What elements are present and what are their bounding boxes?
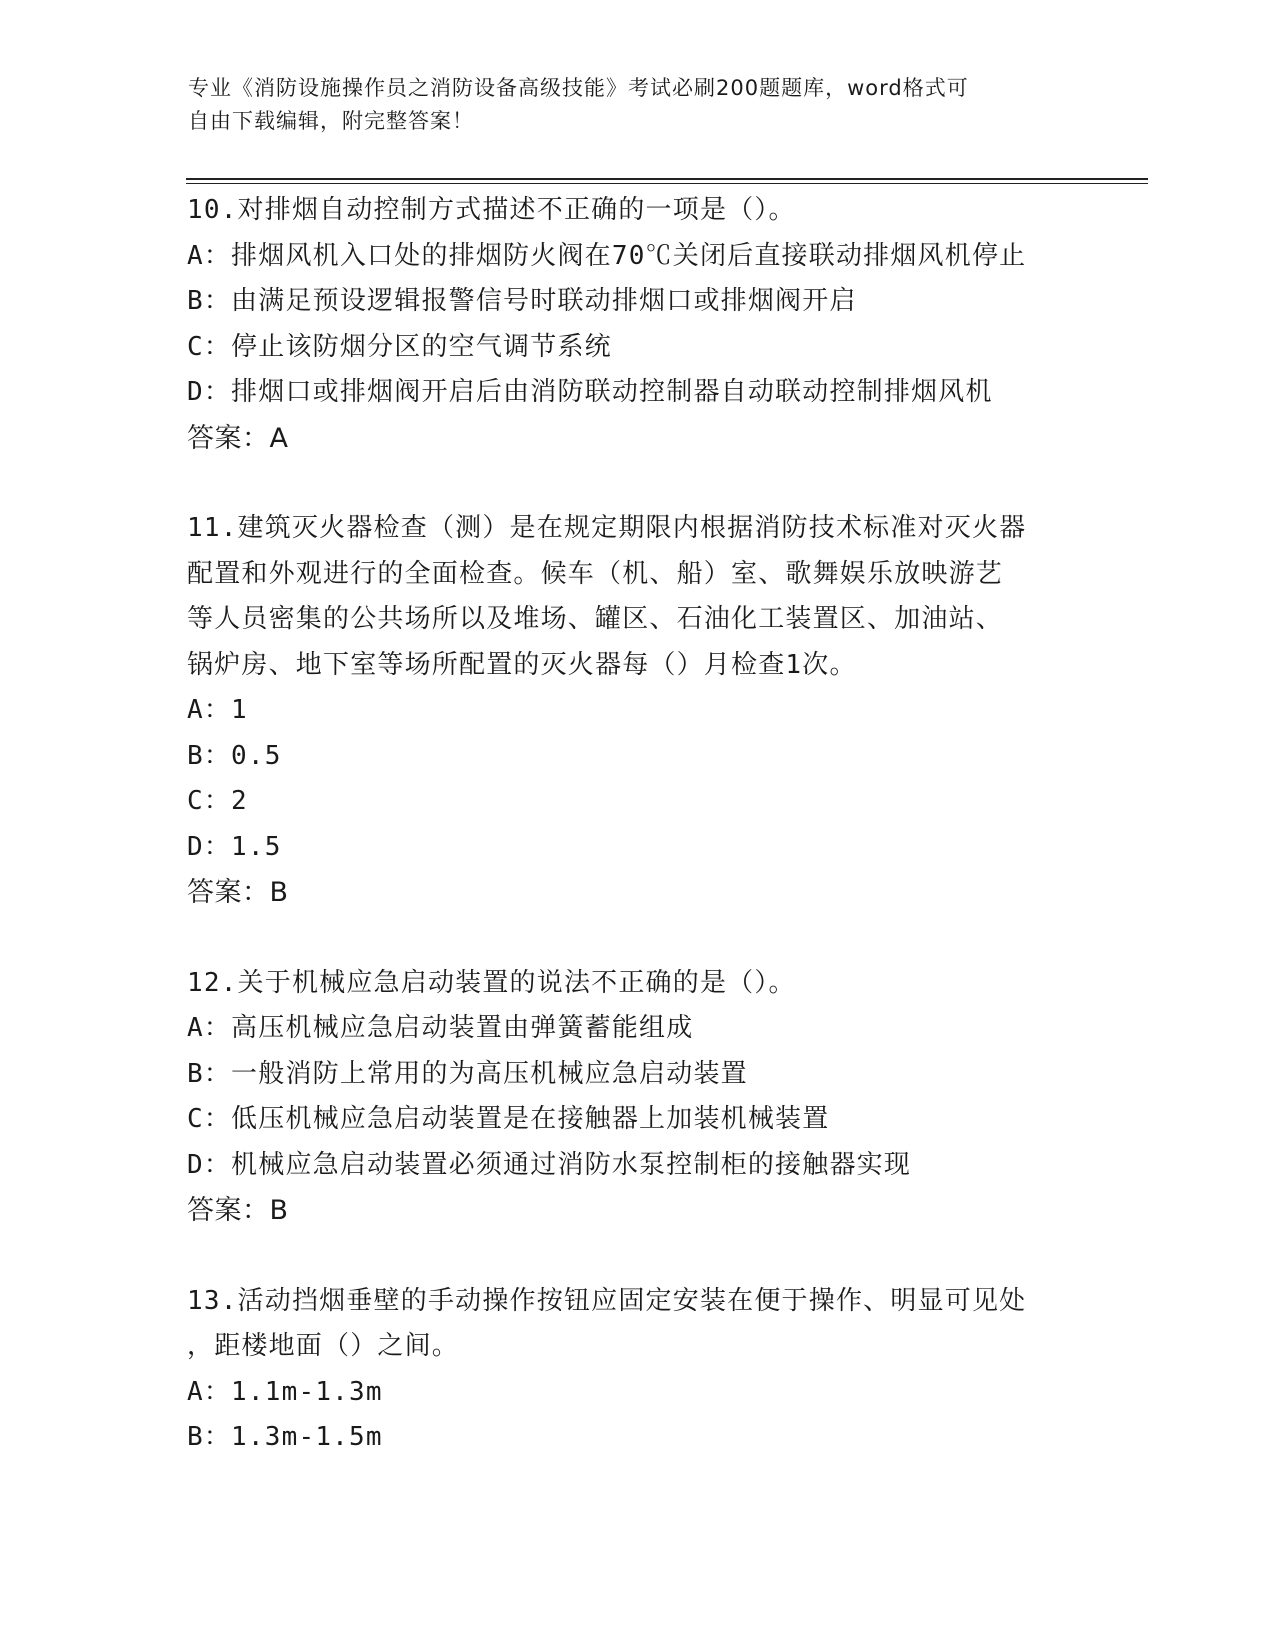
question-stem: 锅炉房、地下室等场所配置的灭火器每（）月检查1次。 <box>187 649 857 680</box>
answer-label: 答案：B <box>187 877 289 908</box>
question-stem: 11.建筑灭火器检查（测）是在规定期限内根据消防技术标准对灭火器 <box>187 513 1027 543</box>
question-stem: 配置和外观进行的全面检查。候车（机、船）室、歌舞娱乐放映游艺 <box>187 558 1004 589</box>
option-b: B：一般消防上常用的为高压机械应急启动装置 <box>187 1058 748 1089</box>
option-a: A：1 <box>187 695 248 725</box>
header-divider-thin <box>186 183 1148 184</box>
option-a: A：高压机械应急启动装置由弹簧蓄能组成 <box>187 1013 694 1043</box>
question-list <box>187 188 1087 1461</box>
header-line-1: 专业《消防设施操作员之消防设备高级技能》考试必刷200题题库，word格式可 <box>188 76 969 100</box>
question-12 <box>187 961 1087 1234</box>
header-divider-thick <box>186 178 1148 180</box>
answer-label: 答案：B <box>187 1195 289 1226</box>
option-c: C：低压机械应急启动装置是在接触器上加装机械装置 <box>187 1104 830 1134</box>
option-d: D：机械应急启动装置必须通过消防水泵控制柜的接触器实现 <box>187 1149 912 1180</box>
option-d: D：1.5 <box>187 831 282 862</box>
question-stem: ，距楼地面（）之间。 <box>187 1331 460 1361</box>
header-line-2: 自由下载编辑，附完整答案！ <box>188 109 474 133</box>
option-c: C：停止该防烟分区的空气调节系统 <box>187 331 612 362</box>
option-b: B：0.5 <box>187 740 282 771</box>
option-b: B：由满足预设逻辑报警信号时联动排烟口或排烟阀开启 <box>187 286 857 316</box>
answer-label: 答案：A <box>187 422 289 454</box>
question-stem: 12.关于机械应急启动装置的说法不正确的是（）。 <box>187 967 796 998</box>
question-10 <box>187 188 1087 461</box>
question-stem: 等人员密集的公共场所以及堆场、罐区、石油化工装置区、加油站、 <box>187 604 1004 634</box>
option-a: A：排烟风机入口处的排烟防火阀在70℃关闭后直接联动排烟风机停止 <box>187 240 1027 271</box>
option-d: D：排烟口或排烟阀开启后由消防联动控制器自动联动控制排烟风机 <box>187 377 993 407</box>
document-header <box>188 72 1088 138</box>
option-c: C：2 <box>187 786 248 816</box>
option-b: B：1.3m-1.5m <box>187 1422 383 1452</box>
option-a: A：1.1m-1.3m <box>187 1376 383 1407</box>
question-13 <box>187 1279 1087 1461</box>
question-stem: 10.对排烟自动控制方式描述不正确的一项是（）。 <box>187 195 796 225</box>
question-stem: 13.活动挡烟垂壁的手动操作按钮应固定安装在便于操作、明显可见处 <box>187 1285 1027 1316</box>
question-11 <box>187 506 1087 916</box>
